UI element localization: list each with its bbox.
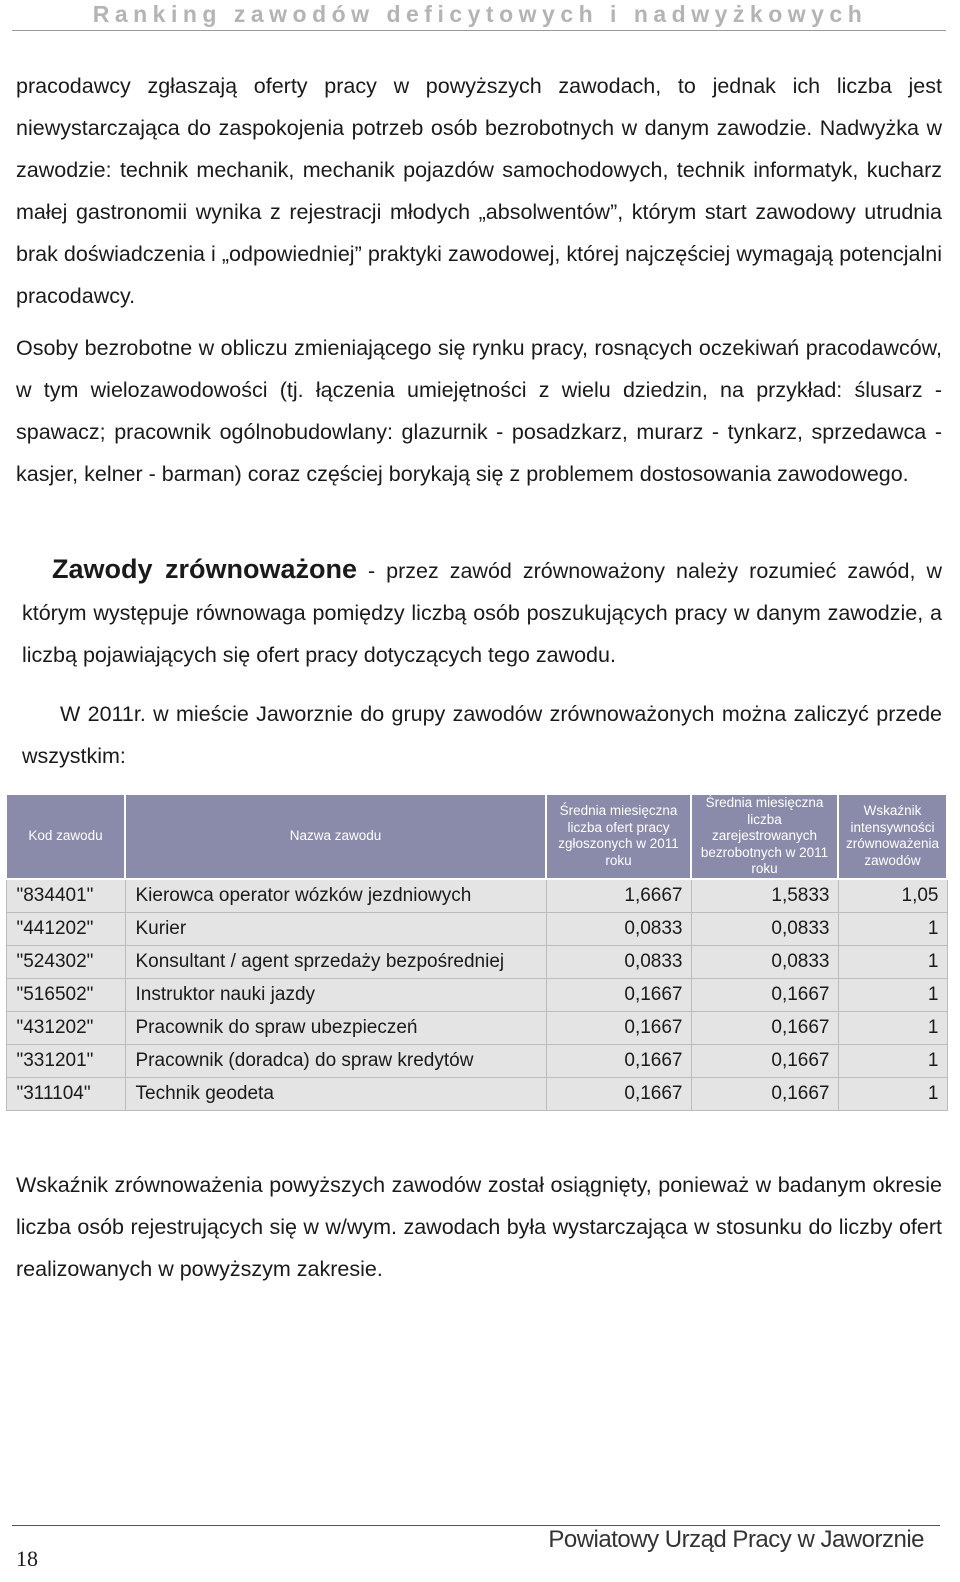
- cell-offers: 0,1667: [546, 1011, 691, 1044]
- cell-code: "524302": [6, 945, 125, 978]
- cell-offers: 0,0833: [546, 945, 691, 978]
- table-row: [6, 1044, 947, 1077]
- header-unemployed: Średnia miesięczna liczba zarejestrowanych bezrobotnych w 2011 roku: [691, 794, 838, 879]
- cell-name: Technik geodeta: [125, 1077, 546, 1110]
- intro-2011-text: W 2011r. w mieście Jaworznie do grupy zawodów zrównoważonych można zaliczyć przede wszystkim:: [22, 702, 942, 768]
- header-name: Nazwa zawodu: [125, 794, 546, 879]
- cell-name: Konsultant / agent sprzedaży bezpośredniej: [125, 945, 546, 978]
- header-offers: Średnia miesięczna liczba ofert pracy zgłoszonych w 2011 roku: [546, 794, 691, 879]
- cell-code: "441202": [6, 912, 125, 945]
- cell-unemployed: 0,0833: [691, 912, 838, 945]
- cell-name: Pracownik do spraw ubezpieczeń: [125, 1011, 546, 1044]
- paragraph-balance-conclusion: Wskaźnik zrównoważenia powyższych zawodów został osiągnięty, ponieważ w badanym okresie liczba osób rejestrujących się w w/wym. zawodach była wystarczająca w stosunku do liczby ofert realizowanych w powyższym zakresie.: [16, 1173, 942, 1281]
- paragraph-balanced-definition: [22, 548, 942, 676]
- table-row: [6, 879, 947, 913]
- cell-code: "516502": [6, 978, 125, 1011]
- cell-code: "834401": [6, 879, 125, 913]
- cell-offers: 0,0833: [546, 912, 691, 945]
- cell-offers: 0,1667: [546, 1044, 691, 1077]
- cell-unemployed: 0,1667: [691, 1044, 838, 1077]
- cell-unemployed: 1,5833: [691, 879, 838, 913]
- cell-name: Kierowca operator wózków jezdniowych: [125, 879, 546, 913]
- cell-unemployed: 0,1667: [691, 978, 838, 1011]
- cell-name: Kurier: [125, 912, 546, 945]
- paragraph-unemployed-adaptation: Osoby bezrobotne w obliczu zmieniającego się rynku pracy, rosnących oczekiwań pracodawców, w tym wielozawodowości (tj. łączenia umiejętności z wielu dziedzin, na przykład: ślusarz - spawacz; pracownik ogólnobudowlany: glazurnik - posadzkarz, murarz - tynkarz, sprzedawca - kasjer, kelner - barman) coraz częściej borykają się z problemem dostosowania zawodowego.: [16, 336, 942, 486]
- cell-index: 1: [838, 912, 947, 945]
- table-row: [6, 945, 947, 978]
- cell-index: 1,05: [838, 879, 947, 913]
- cell-unemployed: 0,0833: [691, 945, 838, 978]
- cell-offers: 0,1667: [546, 1077, 691, 1110]
- cell-offers: 1,6667: [546, 879, 691, 913]
- header-code: Kod zawodu: [6, 794, 125, 879]
- table-row: [6, 912, 947, 945]
- table-header-row: [6, 794, 947, 879]
- page-number: 18: [16, 1546, 38, 1571]
- cell-index: 1: [838, 978, 947, 1011]
- cell-unemployed: 0,1667: [691, 1077, 838, 1110]
- cell-index: 1: [838, 945, 947, 978]
- cell-code: "331201": [6, 1044, 125, 1077]
- cell-name: Pracownik (doradca) do spraw kredytów: [125, 1044, 546, 1077]
- balanced-definition-text: - przez zawód zrównoważony należy rozumieć zawód, w którym występuje równowaga pomiędzy liczbą osób poszukujących pracy w danym zawodzie, a liczbą pojawiających się ofert pracy dotyczących tego zawodu.: [22, 559, 942, 667]
- balanced-occupations-table: [5, 793, 948, 1111]
- running-header-title: Ranking zawodów deficytowych i nadwyżkowych: [92, 1, 868, 27]
- cell-index: 1: [838, 1077, 947, 1110]
- table-row: [6, 1077, 947, 1110]
- cell-offers: 0,1667: [546, 978, 691, 1011]
- paragraph-surplus-explanation: pracodawcy zgłaszają oferty pracy w powyższych zawodach, to jednak ich liczba jest niewystarczająca do zaspokojenia potrzeb osób bezrobotnych w danym zawodzie. Nadwyżka w zawodzie: technik mechanik, mechanik pojazdów samochodowych, technik informatyk, kucharz małej gastronomii wynika z rejestracji młodych „absolwentów”, którym start zawodowy utrudnia brak doświadczenia i „odpowiedniej” praktyki zawodowej, której najczęściej wymagają potencjalni pracodawcy.: [16, 74, 942, 308]
- cell-code: "431202": [6, 1011, 125, 1044]
- header-index: Wskaźnik intensywności zrównoważenia zawodów: [838, 794, 947, 879]
- footer-organization: Powiatowy Urząd Pracy w Jaworznie: [548, 1526, 924, 1553]
- header-rule: [12, 30, 946, 31]
- table-row: [6, 978, 947, 1011]
- cell-index: 1: [838, 1044, 947, 1077]
- cell-name: Instruktor nauki jazdy: [125, 978, 546, 1011]
- cell-code: "311104": [6, 1077, 125, 1110]
- paragraph-intro-2011: [22, 693, 942, 777]
- cell-unemployed: 0,1667: [691, 1011, 838, 1044]
- table-row: [6, 1011, 947, 1044]
- cell-index: 1: [838, 1011, 947, 1044]
- section-heading-balanced: Zawody zrównoważone: [52, 554, 358, 584]
